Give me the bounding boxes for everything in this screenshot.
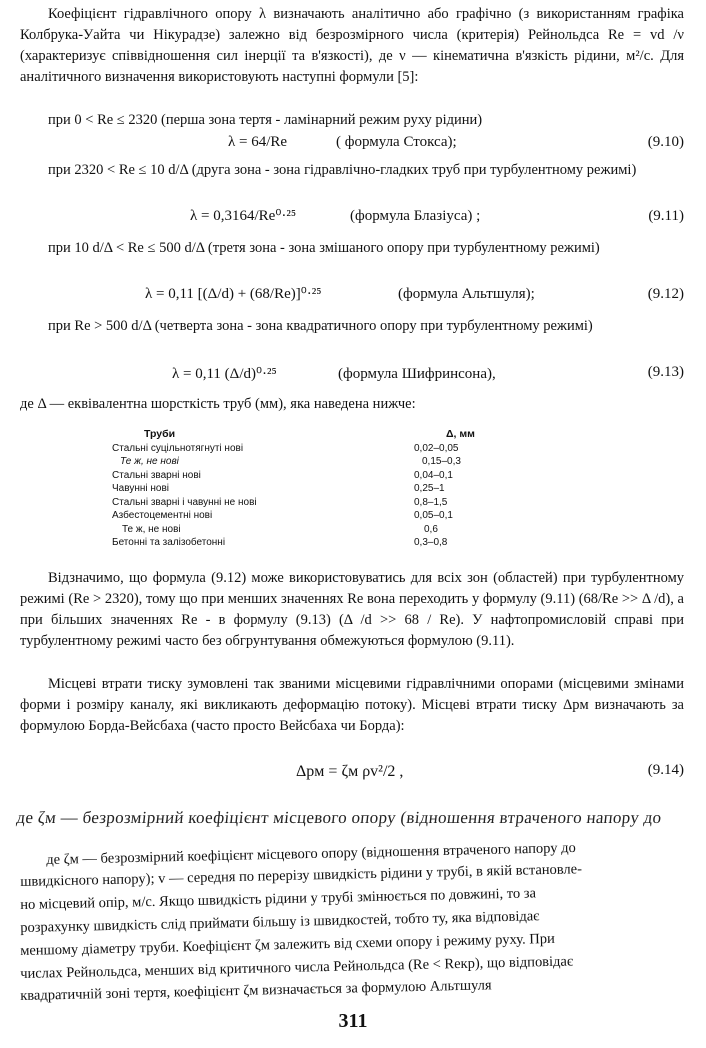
table-header-pipes: Труби (144, 428, 176, 440)
eq-number-9-13: (9.13) (647, 364, 684, 380)
delta-definition: де Δ — еквівалентна шорсткість труб (мм), яка наведена нижче: (20, 396, 416, 412)
page-number: 311 (338, 1010, 368, 1032)
table-cell-pipe: Стальні зварні і чавунні не нові (112, 496, 257, 508)
zone4-text: при Re > 500 d/Δ (четверта зона - зона квадратичного опору при турбулентному режимі) (48, 318, 593, 334)
formula-9-11: λ = 0,3164/Re⁰·²⁵ (190, 208, 297, 224)
smudged-text: де ζм — безрозмірний коефіцієнт місцевого опору (відношення втраченого напору до (15, 808, 663, 827)
eq-number-9-11: (9.11) (648, 208, 684, 224)
final-line-4: розрахунку швидкість слід приймати більшу із швидкостей, тобто ту, яка відповідає (20, 908, 540, 936)
table-row (112, 469, 492, 483)
table-row (112, 509, 492, 523)
table-cell-pipe: Стальні зварні нові (112, 469, 201, 481)
table-cell-delta: 0,25–1 (414, 483, 445, 494)
roughness-table (112, 428, 492, 550)
table-cell-delta: 0,6 (424, 523, 438, 535)
table-cell-delta: 0,04–0,1 (414, 469, 453, 481)
table-cell-delta: 0,02–0,05 (414, 442, 459, 454)
formula-9-11-name: (формула Блазіуса) ; (350, 208, 481, 224)
zone1-text: при 0 < Re ≤ 2320 (перша зона тертя - ламінарний режим руху рідини) (48, 112, 483, 128)
table-row (112, 442, 492, 456)
formula-9-13-name: (формула Шифринсона), (338, 366, 496, 382)
formula-9-10-name: ( формула Стокса); (336, 134, 457, 150)
final-line-2: швидкісного напору); v — середня по перерізу швидкість рідини у трубі, в якій встановле- (20, 861, 583, 890)
scan-artifact-line (14, 808, 706, 838)
table-cell-delta: 0,3–0,8 (414, 537, 448, 548)
table-cell-pipe: Чавунні нові (112, 483, 169, 494)
table-row (112, 523, 492, 537)
formula-9-13: λ = 0,11 (Δ/d)⁰·²⁵ (172, 366, 277, 382)
table-row (112, 536, 492, 550)
local-losses-paragraph: Місцеві втрати тиску зумовлені так званими місцевими гідравлічними опорами (місцевими змінами форми і розміру каналу, які викликають деформацію потоку). Місцеві втрати тиску Δpм визначають за формулою Борда-Вейсбаха (часто просто Вейсбаха чи Борда): (20, 676, 684, 734)
eq-number-9-12: (9.12) (647, 286, 684, 302)
table-row (112, 496, 492, 510)
eq-number-9-14: (9.14) (647, 762, 684, 778)
table-cell-pipe: Азбестоцементні нові (112, 510, 213, 521)
final-line-1: де ζм — безрозмірний коефіцієнт місцевого опору (відношення втраченого напору до (46, 839, 576, 868)
intro-paragraph: Коефіцієнт гідравлічного опору λ визначають аналітично або графічно (з використанням графіка Колбрука-Уайта чи Нікурадзе) залежно від безрозмірного числа (критерія) Рейнольдса Re = vd /ν (характеризує співвідношення сил інерції та в'язкості), де ν — кінематична в'язкість рідини, м²/с. Для аналітичного визначення використовують наступні формули [5]: (20, 6, 684, 85)
final-line-6: числах Рейнольдса, менших від критичного числа Рейнольдса (Re < Reкр), що відповідає (20, 953, 574, 982)
table-cell-delta: 0,05–0,1 (414, 510, 453, 521)
table-header-delta: Δ, мм (446, 428, 475, 440)
table-cell-pipe: Бетонні та залізобетонні (112, 537, 226, 548)
table-cell-pipe: Те ж, не нові (122, 523, 181, 535)
eq-number-9-10: (9.10) (647, 134, 684, 150)
table-cell-pipe: Стальні суцільнотягнуті нові (112, 442, 244, 454)
zone2-text: при 2320 < Re ≤ 10 d/Δ (друга зона - зона гідравлічно-гладких труб при турбулентному режимі) (48, 162, 637, 178)
formula-9-14: Δpм = ζм ρv²/2 , (296, 763, 404, 780)
final-line-7: квадратичній зоні тертя, коефіцієнт ζм визначається за формулою Альтшуля (20, 977, 492, 1004)
table-cell-delta: 0,8–1,5 (414, 496, 448, 508)
formula-9-12-name: (формула Альтшуля); (398, 286, 535, 302)
final-line-3: но місцевий опір, м/с. Якщо швидкість рідини у трубі змінюється по довжині, то за (20, 885, 537, 913)
table-row (112, 455, 492, 469)
table-row (112, 482, 492, 496)
final-line-5: меншому діаметру труби. Коефіцієнт ζм залежить від схеми опору і режиму руху. При (20, 930, 555, 959)
formula-9-12: λ = 0,11 [(Δ/d) + (68/Re)]⁰·²⁵ (145, 286, 322, 302)
table-header-row (112, 428, 492, 442)
table-cell-pipe: Те ж, не нові (120, 456, 179, 467)
note-paragraph: Відзначимо, що формула (9.12) може використовуватись для всіх зон (областей) при турбулентному режимі (Re > 2320), тому що при менших значеннях Re вона переходить у формулу (9.11) (68/Re >> Δ /d), а при більших значеннях Re - в формулу (9.13) (Δ /d >> 68 / Re). У нафтопромисловій справі при турбулентному режимі часто без обгрунтування обмежуються формулою (9.11). (20, 570, 684, 649)
formula-9-10: λ = 64/Re (228, 134, 288, 150)
table-cell-delta: 0,15–0,3 (422, 456, 461, 467)
zone3-text: при 10 d/Δ < Re ≤ 500 d/Δ (третя зона - зона змішаного опору при турбулентному режимі) (48, 240, 600, 256)
